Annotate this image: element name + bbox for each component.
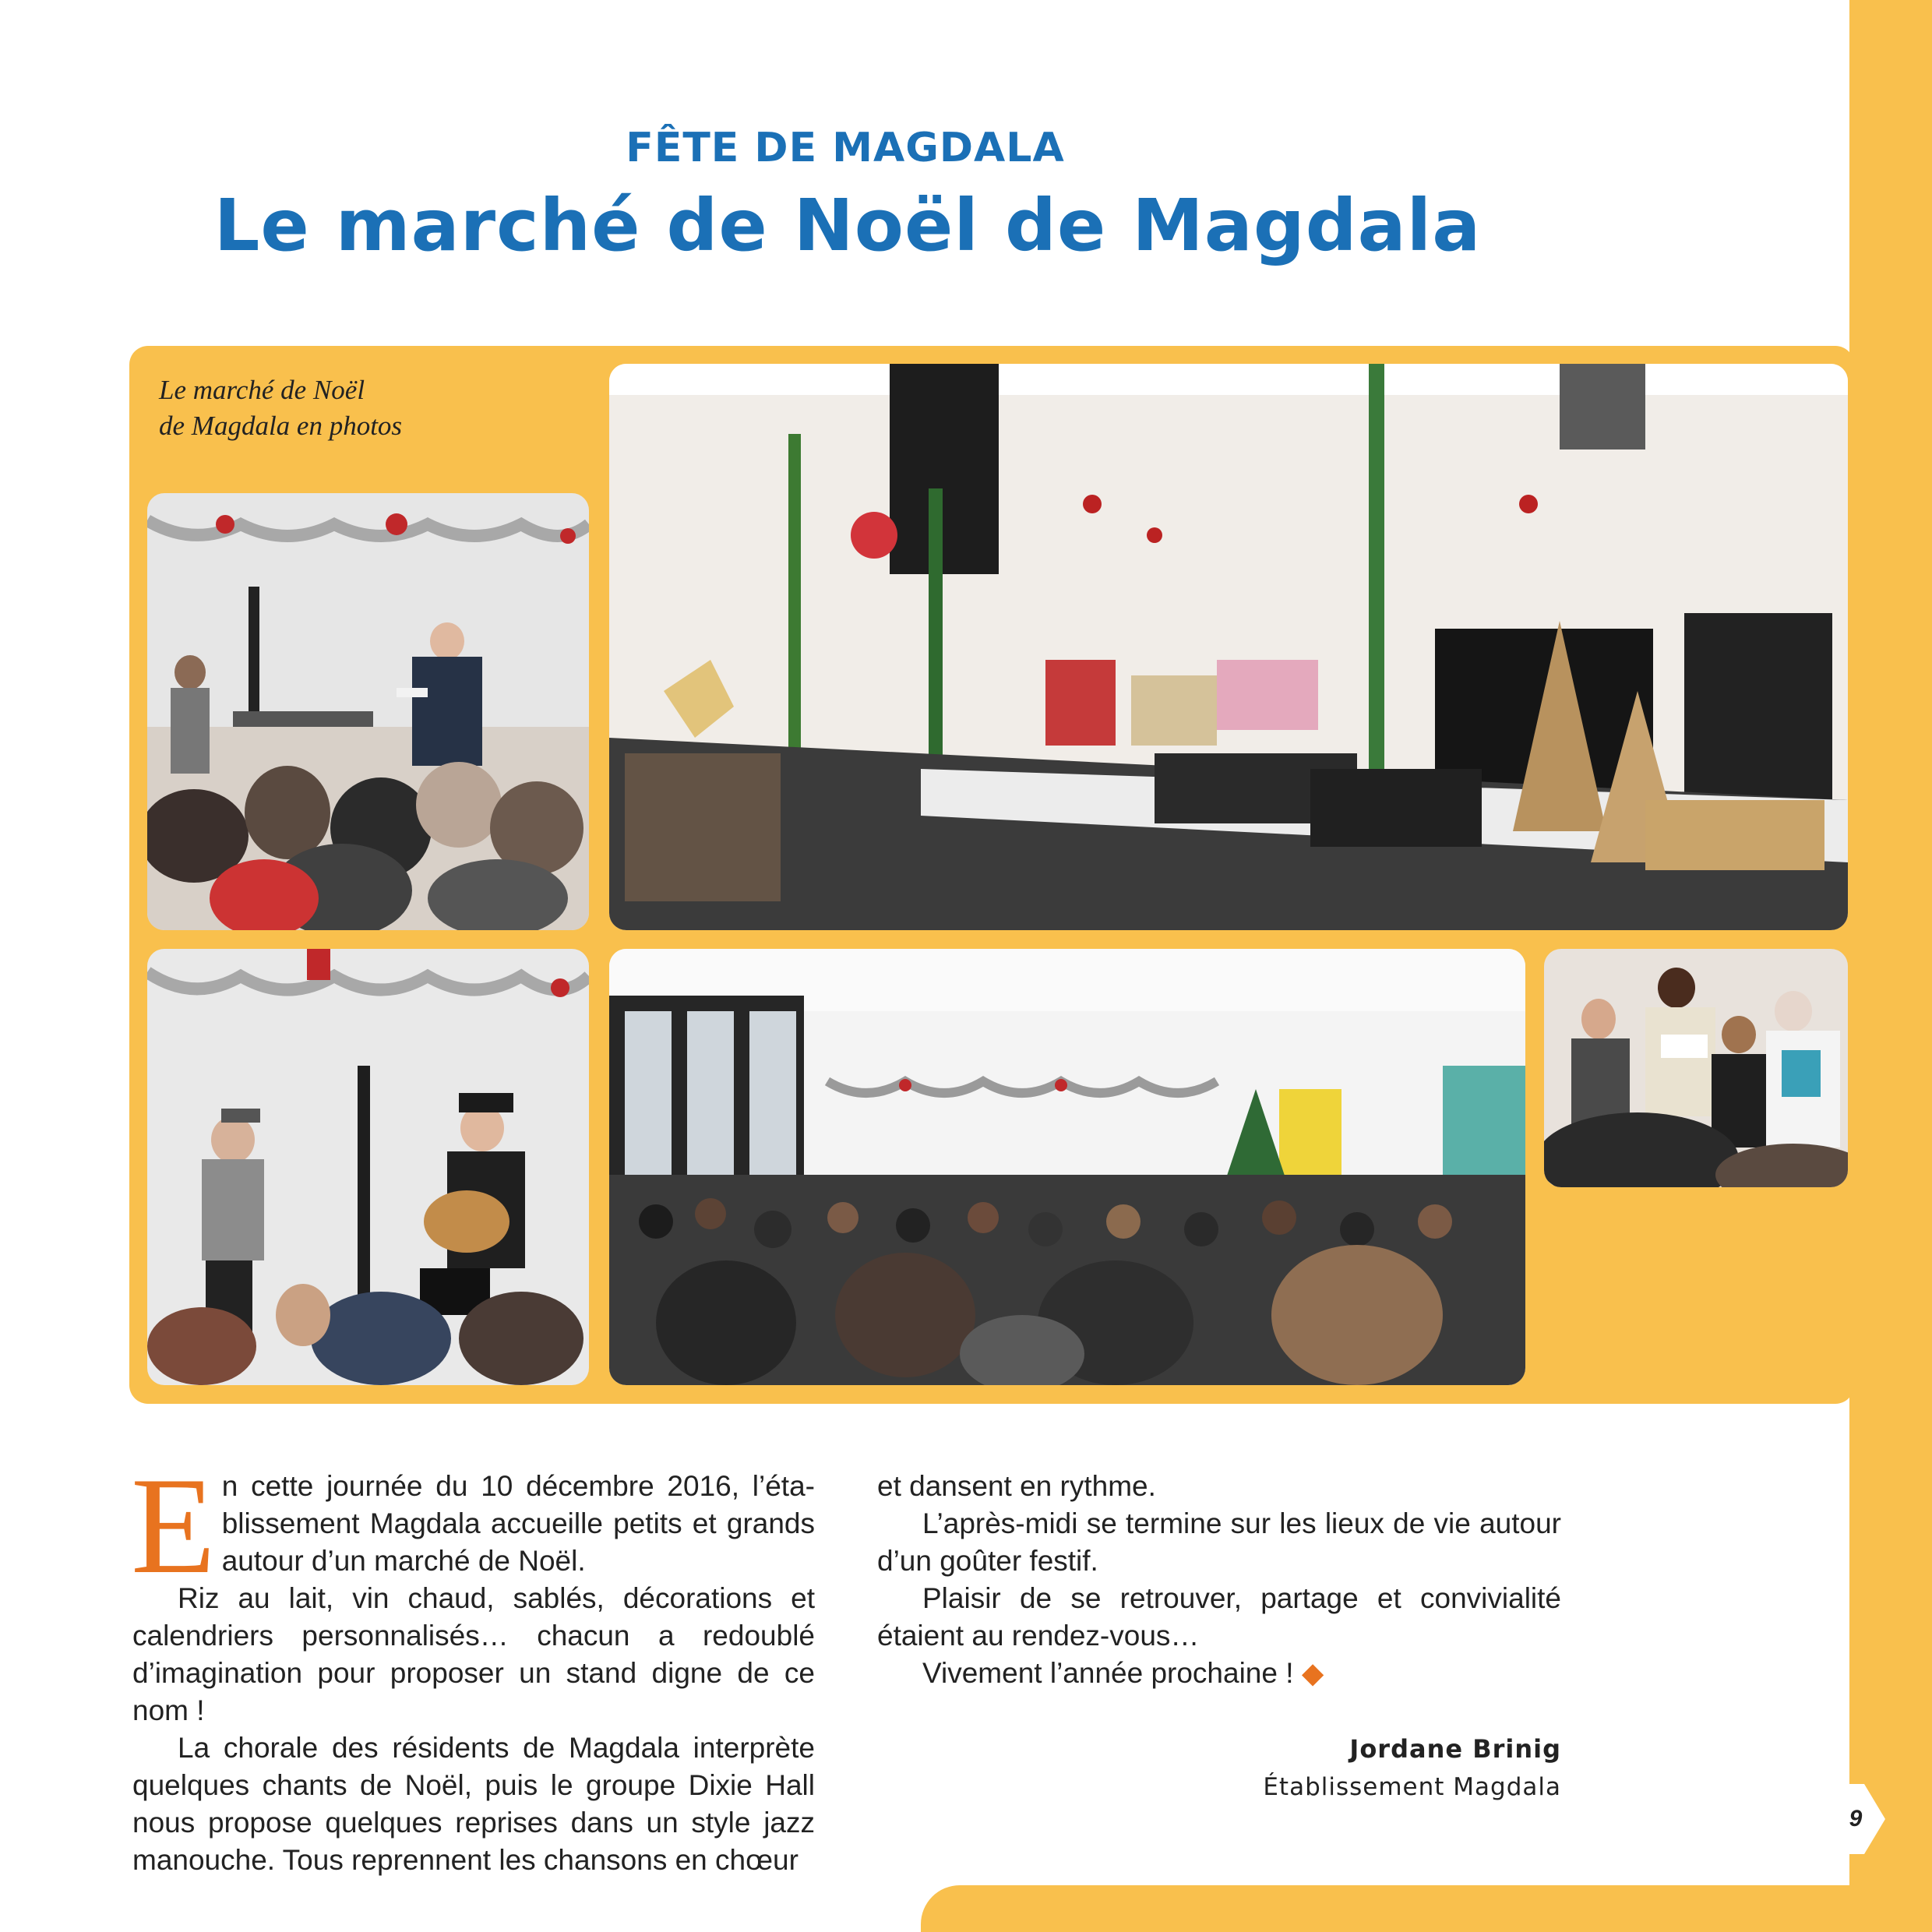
page-number: 9	[1849, 1806, 1863, 1832]
paragraph-1-text: n cette journée du 10 décembre 2016, l’établissement Magdala accueille petits et grands autour d’un marché de Noël.	[221, 1470, 815, 1577]
author-name: Jordane Brinig	[1349, 1734, 1561, 1764]
section-kicker: FÊTE DE MAGDALA	[626, 125, 1065, 171]
page-bottom-bar	[921, 1885, 1932, 1932]
paragraph-3-continued: et dansent en rythme.	[877, 1470, 1156, 1502]
paragraph-5: Plaisir de se retrouver, partage et convivialité étaient au rendez-vous…	[877, 1582, 1561, 1652]
paragraph-3: La chorale des résidents de Magdala interprète quelques chants de Noël, puis le groupe Dixie Hall nous propose quelques reprises dans un style jazz manouche. Tous reprennent les chansons en chœur	[132, 1732, 815, 1876]
photo-choir	[1544, 949, 1848, 1187]
photo-musicians	[147, 949, 589, 1385]
paragraph-4: L’après-midi se termine sur les lieux de vie autour d’un goûter festif.	[877, 1507, 1561, 1577]
page-edge-bar	[1849, 0, 1932, 1932]
paragraph-6-text: Vivement l’année prochaine !	[922, 1657, 1294, 1689]
paragraph-2: Riz au lait, vin chaud, sablés, décorations et calendriers personnalisés… chacun a redoublé d’imagination pour proposer un stand digne de ce nom !	[132, 1582, 815, 1726]
page-title: Le marché de Noël de Magdala	[213, 184, 1482, 267]
drop-cap: E	[131, 1448, 216, 1602]
photo-market-stands	[609, 364, 1848, 930]
photo-panel-caption	[159, 372, 548, 444]
caption-line-2: de Magdala en photos	[159, 411, 403, 441]
article-column-1	[131, 1448, 815, 1879]
paragraph-1	[131, 1448, 815, 1602]
photo-speaker	[147, 493, 589, 930]
paragraph-6	[877, 1655, 1561, 1692]
article-column-2	[877, 1468, 1561, 1692]
end-mark-icon: ◆	[1301, 1657, 1324, 1689]
author-affiliation: Établissement Magdala	[1263, 1773, 1561, 1801]
caption-line-1: Le marché de Noël	[159, 375, 365, 405]
photo-hall-audience	[609, 949, 1525, 1385]
